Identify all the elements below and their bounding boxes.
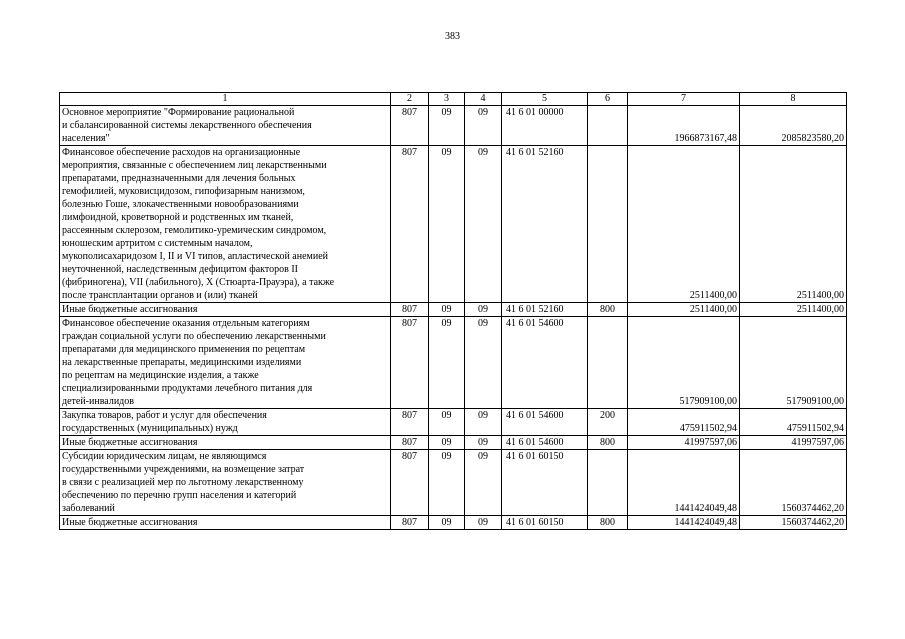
header-cell: 3 xyxy=(429,93,465,106)
table-row xyxy=(60,409,847,436)
row-subsection-code: 09 xyxy=(465,516,502,530)
row-amount-year2: 41997597,06 xyxy=(740,436,847,450)
table-row xyxy=(60,317,847,409)
row-amount-year2: 2085823580,20 xyxy=(740,106,847,146)
row-ministry-code: 807 xyxy=(391,516,429,530)
row-target-article: 41 6 01 54600 xyxy=(502,409,588,436)
table-row xyxy=(60,303,847,317)
table-row xyxy=(60,146,847,303)
row-subsection-code: 09 xyxy=(465,146,502,303)
row-subsection-code: 09 xyxy=(465,450,502,516)
row-subsection-code: 09 xyxy=(465,436,502,450)
row-target-article: 41 6 01 60150 xyxy=(502,450,588,516)
row-ministry-code: 807 xyxy=(391,450,429,516)
row-expense-type: 800 xyxy=(588,303,628,317)
row-expense-type: 200 xyxy=(588,409,628,436)
row-subsection-code: 09 xyxy=(465,303,502,317)
row-subsection-code: 09 xyxy=(465,409,502,436)
row-target-article: 41 6 01 52160 xyxy=(502,303,588,317)
header-cell: 1 xyxy=(60,93,391,106)
row-name: Иные бюджетные ассигнования xyxy=(60,516,391,530)
row-ministry-code: 807 xyxy=(391,409,429,436)
header-cell: 5 xyxy=(502,93,588,106)
row-target-article: 41 6 01 60150 xyxy=(502,516,588,530)
row-expense-type xyxy=(588,106,628,146)
row-name: Иные бюджетные ассигнования xyxy=(60,303,391,317)
row-target-article: 41 6 01 54600 xyxy=(502,317,588,409)
row-ministry-code: 807 xyxy=(391,303,429,317)
row-amount-year1: 1966873167,48 xyxy=(628,106,740,146)
budget-table xyxy=(59,92,847,530)
row-expense-type xyxy=(588,146,628,303)
row-amount-year1: 41997597,06 xyxy=(628,436,740,450)
row-section-code: 09 xyxy=(429,303,465,317)
row-expense-type: 800 xyxy=(588,516,628,530)
row-section-code: 09 xyxy=(429,146,465,303)
row-target-article: 41 6 01 00000 xyxy=(502,106,588,146)
row-name: Закупка товаров, работ и услуг для обеспечения государственных (муниципальных) нужд xyxy=(60,409,391,436)
row-amount-year1: 2511400,00 xyxy=(628,303,740,317)
row-name: Иные бюджетные ассигнования xyxy=(60,436,391,450)
row-section-code: 09 xyxy=(429,516,465,530)
page-number: 383 xyxy=(445,31,460,42)
row-ministry-code: 807 xyxy=(391,436,429,450)
table-header-row xyxy=(60,93,847,106)
row-section-code: 09 xyxy=(429,450,465,516)
row-amount-year1: 2511400,00 xyxy=(628,146,740,303)
row-target-article: 41 6 01 54600 xyxy=(502,436,588,450)
row-amount-year2: 1560374462,20 xyxy=(740,516,847,530)
row-expense-type: 800 xyxy=(588,436,628,450)
row-ministry-code: 807 xyxy=(391,106,429,146)
row-ministry-code: 807 xyxy=(391,146,429,303)
table-row xyxy=(60,436,847,450)
row-amount-year2: 517909100,00 xyxy=(740,317,847,409)
header-cell: 6 xyxy=(588,93,628,106)
row-name: Финансовое обеспечение расходов на организационные мероприятия, связанные с обеспечением лиц лекарственными препаратами, предназначенными для лечения больных гемофилией, муковисцидозом, гипофизарным нанизмом, болезнью Гоше, злокачественными новообразованиями лимфоидной, кроветворной и родственных им тканей, рассеянным склерозом, гемолитико-уремическим синдромом, юношеским артритом с системным началом, мукополисахаридозом I, II и VI типов, апластической анемией неуточненной, наследственным дефицитом факторов II (фибриногена), VII (лабильного), X (Стюарта-Прауэра), а также после трансплантации органов и (или) тканей xyxy=(60,146,391,303)
row-amount-year2: 2511400,00 xyxy=(740,146,847,303)
row-amount-year2: 2511400,00 xyxy=(740,303,847,317)
row-section-code: 09 xyxy=(429,436,465,450)
row-amount-year1: 517909100,00 xyxy=(628,317,740,409)
row-amount-year1: 1441424049,48 xyxy=(628,450,740,516)
header-cell: 4 xyxy=(465,93,502,106)
row-amount-year1: 475911502,94 xyxy=(628,409,740,436)
table-row xyxy=(60,450,847,516)
row-name: Финансовое обеспечение оказания отдельным категориям граждан социальной услуги по обеспечению лекарственными препаратами для медицинского применения по рецептам на лекарственные препараты, медицинскими изделиями по рецептам на медицинские изделия, а также специализированными продуктами лечебного питания для детей-инвалидов xyxy=(60,317,391,409)
table-row xyxy=(60,516,847,530)
table-row xyxy=(60,106,847,146)
row-amount-year2: 475911502,94 xyxy=(740,409,847,436)
row-name: Субсидии юридическим лицам, не являющимся государственными учреждениями, на возмещение затрат в связи с реализацией мер по льготному лекарственному обеспечению по перечню групп населения и категорий заболеваний xyxy=(60,450,391,516)
row-ministry-code: 807 xyxy=(391,317,429,409)
row-section-code: 09 xyxy=(429,106,465,146)
header-cell: 7 xyxy=(628,93,740,106)
row-subsection-code: 09 xyxy=(465,317,502,409)
row-amount-year2: 1560374462,20 xyxy=(740,450,847,516)
row-section-code: 09 xyxy=(429,317,465,409)
row-target-article: 41 6 01 52160 xyxy=(502,146,588,303)
row-amount-year1: 1441424049,48 xyxy=(628,516,740,530)
row-name: Основное мероприятие "Формирование рациональной и сбалансированной системы лекарственного обеспечения населения" xyxy=(60,106,391,146)
row-subsection-code: 09 xyxy=(465,106,502,146)
row-section-code: 09 xyxy=(429,409,465,436)
header-cell: 2 xyxy=(391,93,429,106)
header-cell: 8 xyxy=(740,93,847,106)
row-expense-type xyxy=(588,450,628,516)
row-expense-type xyxy=(588,317,628,409)
